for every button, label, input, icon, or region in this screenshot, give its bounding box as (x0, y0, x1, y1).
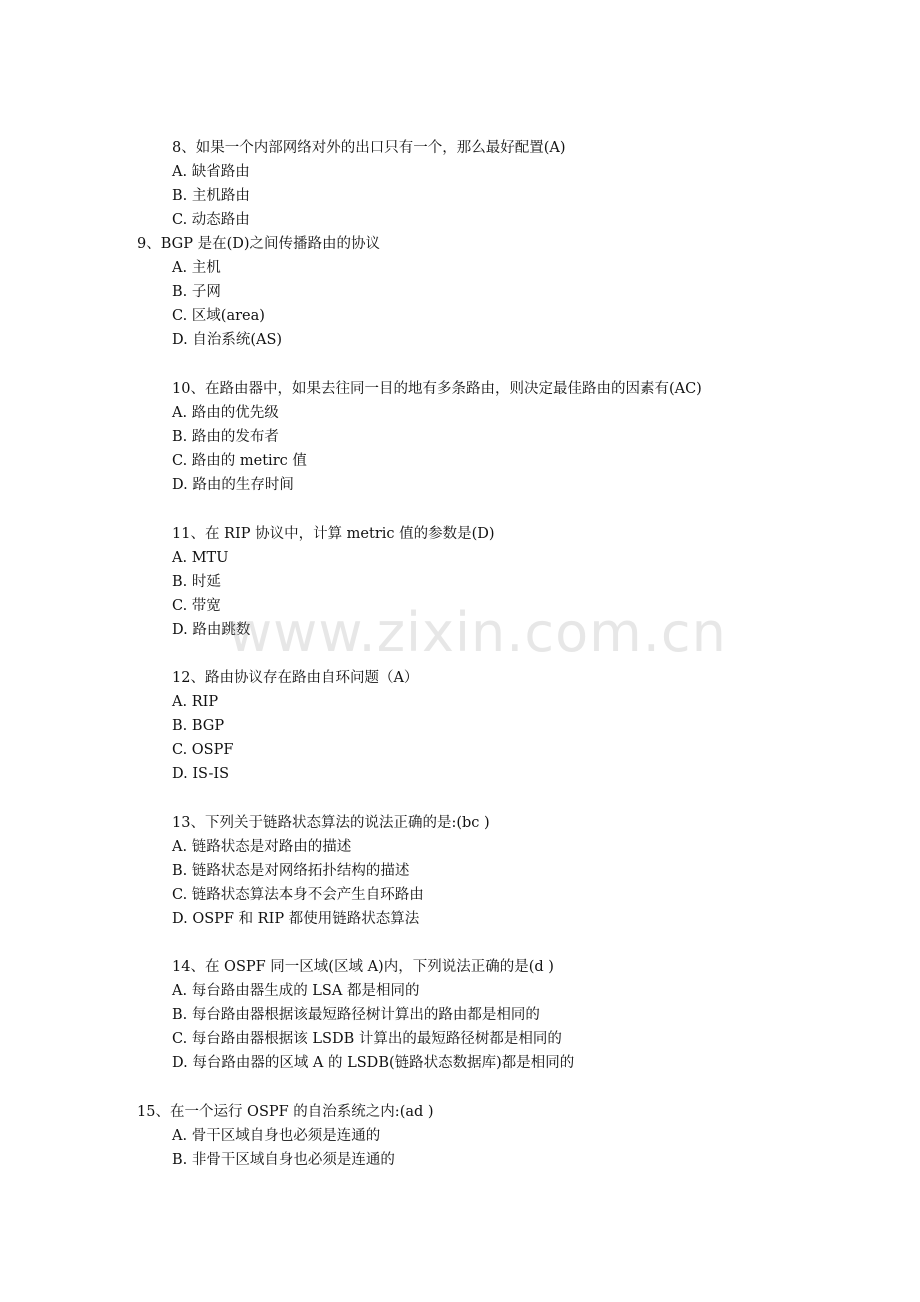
question-8-option-c: C. 动态路由 (172, 212, 250, 228)
question-15-option-a: A. 骨干区域自身也必须是连通的 (172, 1128, 381, 1144)
question-8: 8、如果一个内部网络对外的出口只有一个，那么最好配置(A) (172, 140, 566, 156)
question-12-option-b: B. BGP (172, 718, 225, 734)
question-14-option-c: C. 每台路由器根据该 LSDB 计算出的最短路径树都是相同的 (172, 1031, 562, 1047)
question-14-option-a: A. 每台路由器生成的 LSA 都是相同的 (172, 983, 420, 999)
question-12-option-c: C. OSPF (172, 742, 234, 758)
question-14-option-b: B. 每台路由器根据该最短路径树计算出的路由都是相同的 (172, 1007, 540, 1023)
question-11: 11、在 RIP 协议中，计算 metric 值的参数是(D) (172, 526, 495, 542)
question-13-option-b: B. 链路状态是对网络拓扑结构的描述 (172, 863, 410, 879)
question-9-option-c: C. 区域(area) (172, 308, 265, 324)
question-8-option-a: A. 缺省路由 (172, 164, 250, 180)
question-10-option-b: B. 路由的发布者 (172, 429, 279, 445)
question-11-option-c: C. 带宽 (172, 598, 221, 614)
question-10: 10、在路由器中，如果去往同一目的地有多条路由，则决定最佳路由的因素有(AC) (172, 381, 702, 397)
question-15: 15、在一个运行 OSPF 的自治系统之内:(ad ) (137, 1104, 434, 1120)
question-12: 12、路由协议存在路由自环问题（A） (172, 670, 419, 686)
question-10-option-a: A. 路由的优先级 (172, 405, 279, 421)
question-11-option-a: A. MTU (172, 550, 229, 566)
question-12-option-d: D. IS-IS (172, 766, 230, 782)
question-12-option-a: A. RIP (172, 694, 219, 710)
watermark: www.zixin.com.cn (228, 601, 727, 664)
question-11-option-d: D. 路由跳数 (172, 622, 251, 638)
question-13-option-c: C. 链路状态算法本身不会产生自环路由 (172, 887, 424, 903)
question-10-option-c: C. 路由的 metirc 值 (172, 453, 307, 469)
question-9: 9、BGP 是在(D)之间传播路由的协议 (137, 236, 381, 252)
question-8-option-b: B. 主机路由 (172, 188, 250, 204)
question-11-option-b: B. 时延 (172, 574, 221, 590)
question-13: 13、下列关于链路状态算法的说法正确的是:(bc ) (172, 815, 490, 831)
question-9-option-b: B. 子网 (172, 284, 221, 300)
question-9-option-d: D. 自治系统(AS) (172, 332, 283, 348)
question-15-option-b: B. 非骨干区域自身也必须是连通的 (172, 1152, 395, 1168)
question-10-option-d: D. 路由的生存时间 (172, 477, 294, 493)
question-14-option-d: D. 每台路由器的区域 A 的 LSDB(链路状态数据库)都是相同的 (172, 1055, 575, 1071)
question-13-option-a: A. 链路状态是对路由的描述 (172, 839, 352, 855)
question-9-option-a: A. 主机 (172, 260, 221, 276)
question-13-option-d: D. OSPF 和 RIP 都使用链路状态算法 (172, 911, 420, 927)
question-14: 14、在 OSPF 同一区域(区域 A)内，下列说法正确的是(d ) (172, 959, 554, 975)
